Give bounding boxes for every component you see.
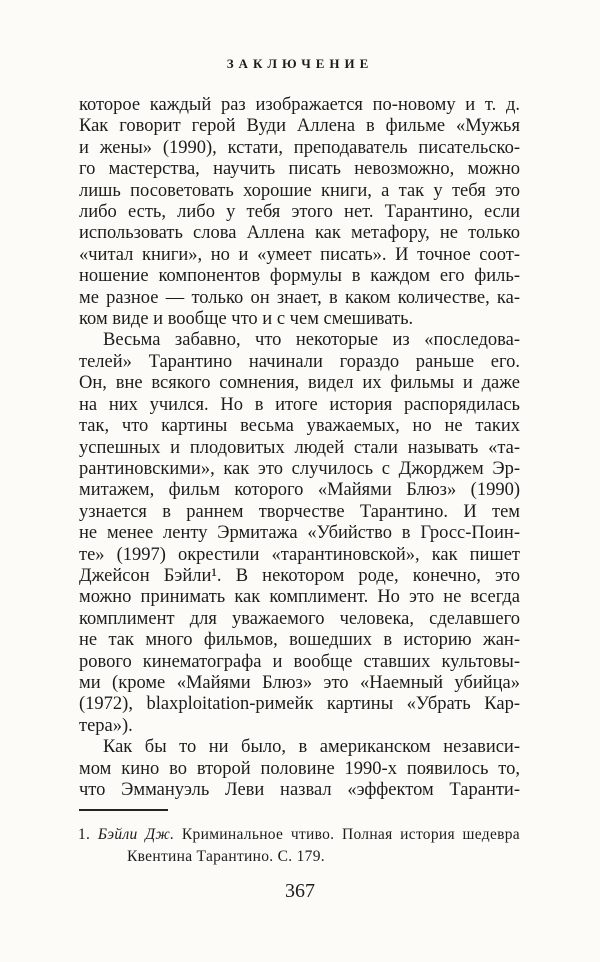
text-line: (1972), blaxploitation-римейк картины «Убрать Кар- (79, 694, 520, 715)
text-line: го мастерства, научить писать невозможно, можно (79, 159, 520, 180)
text-line: Как бы то ни было, в американском независи- (103, 737, 520, 758)
footnote-separator (79, 809, 168, 811)
text-line: так, что картины весьма уважаемых, но не таких (79, 416, 520, 437)
text-line: Как говорит герой Вуди Аллена в фильме «Мужья (79, 116, 520, 137)
text-line: Весьма забавно, что некоторые из «последова- (103, 330, 520, 351)
footnote-marker: 1. (78, 826, 91, 843)
text-line: не менее ленту Эрмитажа «Убийство в Гросс-Поин- (79, 523, 520, 544)
text-line: которое каждый раз изображается по-новому и т. д. (79, 95, 520, 115)
text-line: митажем, фильм которого «Майями Блюз» (1990) (79, 480, 520, 501)
paragraph (79, 737, 520, 801)
text-line: «читал книги», но и «умеет писать». И точное соот- (79, 244, 520, 265)
text-line: ком виде и вообще что и с чем смешивать. (79, 309, 414, 330)
text-line: не так много фильмов, вошедших в историю жан- (79, 630, 520, 651)
footnote-line: Квентина Тарантино. С. 179. (127, 848, 325, 865)
text-line: тера»). (79, 715, 133, 736)
text-line: использовать слова Аллена как метафору, не только (79, 223, 520, 244)
text-line: и жены» (1990), кстати, преподаватель писательско- (79, 137, 520, 158)
footnote-line (78, 824, 520, 846)
text-block (79, 95, 520, 801)
paragraph (79, 95, 520, 330)
text-line: можно принимать как комплимент. Но это не всегда (79, 587, 520, 608)
text-line: рового кинематографа и вообще ставших культовы- (79, 651, 520, 672)
footnote-author: Бэйли Дж. (97, 826, 175, 843)
text-line: Он, вне всякого сомнения, видел их фильмы и даже (79, 373, 520, 394)
text-line: телей» Тарантино начинали гораздо раньше его. (79, 351, 520, 372)
text-line: успешных и плодовитых людей стали называть «та- (79, 437, 520, 458)
text-line: что Эммануэль Леви назвал «эффектом Таранти- (79, 780, 520, 800)
text-line: рантиновскими», как это случилось с Джорджем Эр- (79, 458, 520, 479)
text-line: комплимент для уважаемого человека, сделавшего (79, 608, 520, 629)
text-line: узнается в раннем творчестве Тарантино. И тем (79, 501, 520, 522)
text-line: те» (1997) окрестили «тарантиновской», как пишет (79, 544, 520, 565)
text-line: Джейсон Бэйли¹. В некотором роде, конечно, это (79, 565, 520, 586)
footnote-text: Криминальное чтиво. Полная история шедевра (181, 826, 520, 843)
text-line: ме разное — только он знает, в каком количестве, ка- (79, 287, 520, 308)
footnote (78, 824, 520, 868)
text-line: лишь посоветовать хорошие книги, а так у тебя это (79, 180, 520, 201)
text-line: мом кино во второй половине 1990-х появилось то, (79, 758, 520, 779)
paragraph (79, 330, 520, 737)
text-line: ношение компонентов формулы в каждом его филь- (79, 266, 520, 287)
page-number: 367 (285, 880, 315, 902)
text-line: либо есть, либо у тебя этого нет. Тарантино, если (79, 202, 520, 223)
text-line: ми (кроме «Майями Блюз» это «Наемный убийца» (79, 672, 520, 693)
chapter-header: ЗАКЛЮЧЕНИЕ (226, 56, 374, 71)
text-line: на них учился. Но в итоге история распорядилась (79, 394, 520, 415)
